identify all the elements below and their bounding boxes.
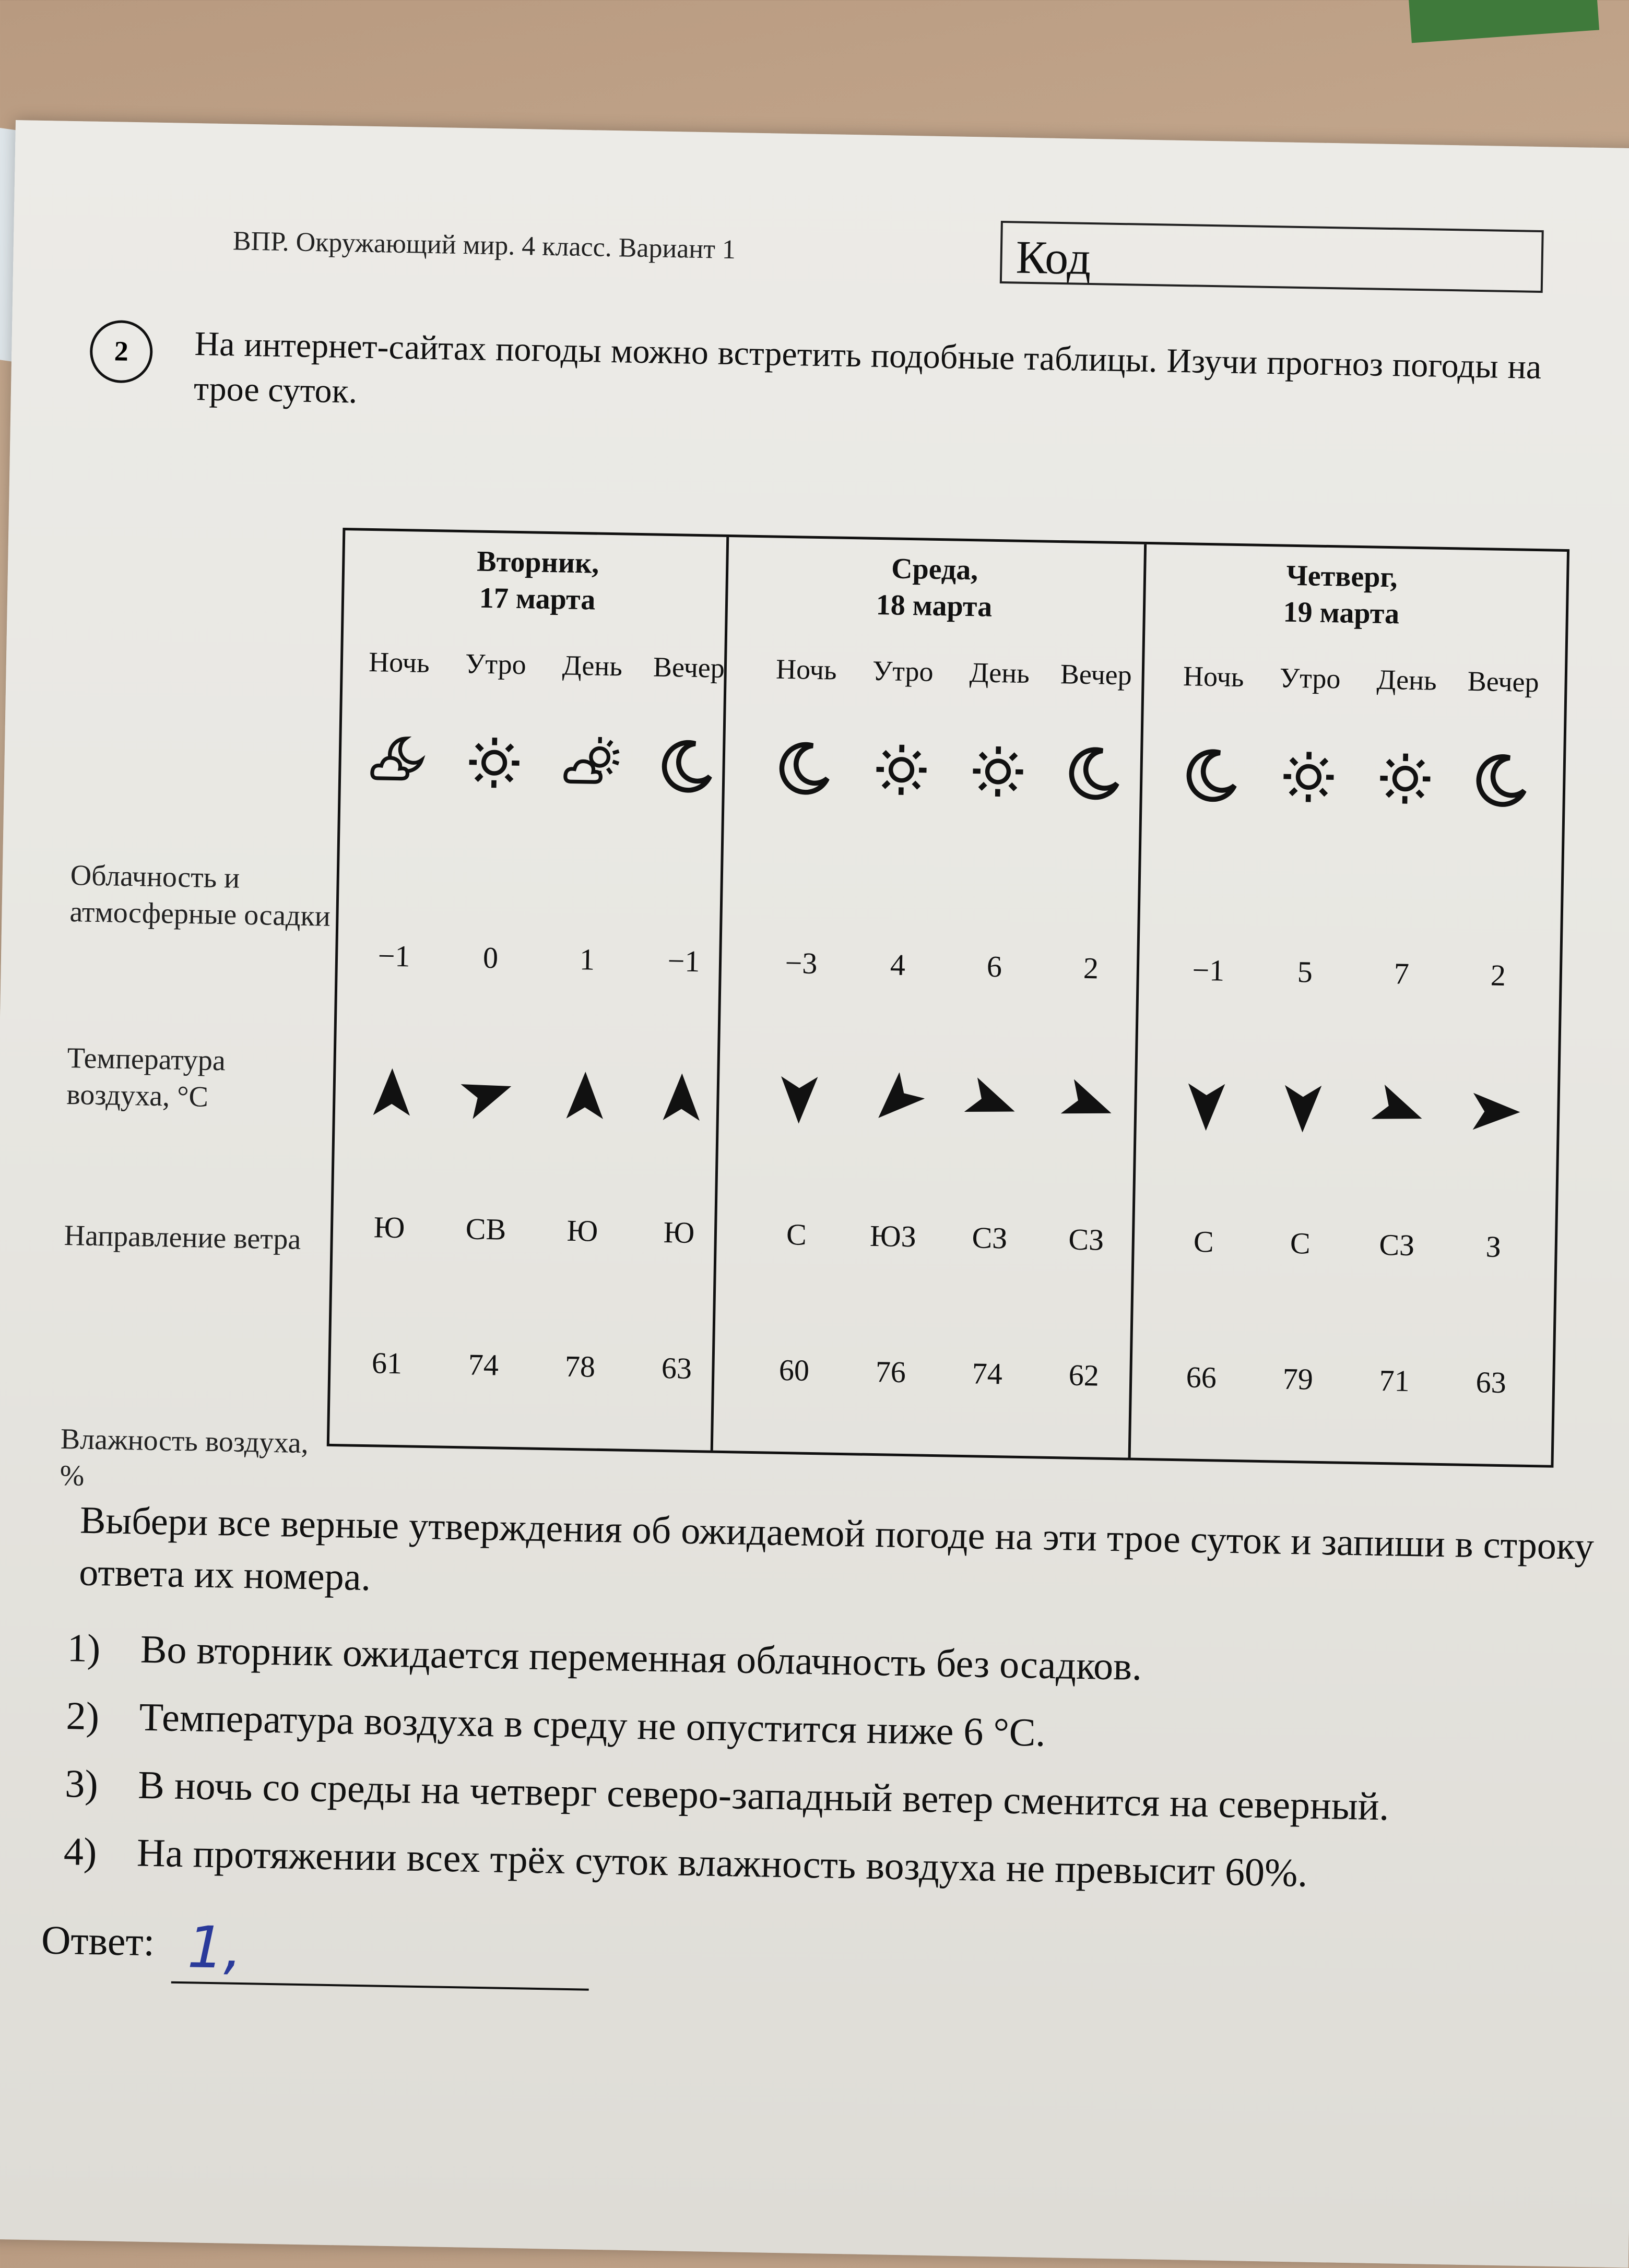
temperature-value: −3: [752, 945, 849, 981]
day-name: Среда,: [741, 548, 1128, 591]
period-label: Ночь: [758, 652, 855, 686]
arrow-up-icon: [343, 1063, 441, 1124]
humidity-value: 74: [939, 1355, 1036, 1392]
arrow-down-icon: [1157, 1077, 1255, 1138]
humidity-value: 63: [628, 1350, 725, 1386]
cloud-moon-icon: [349, 729, 446, 795]
option-number: 1): [67, 1614, 141, 1683]
wind-direction-value: СЗ: [1037, 1221, 1135, 1258]
temperature-value: 4: [849, 946, 946, 983]
sun-icon: [1356, 746, 1454, 813]
option-text: Температура воздуха в среду не опустится ниже 6 °C.: [139, 1683, 1046, 1767]
arrow-down-icon: [1254, 1079, 1351, 1141]
period-label: Утро: [1261, 661, 1359, 695]
moon-icon: [1453, 748, 1550, 815]
humidity-value: 63: [1443, 1364, 1540, 1400]
day-name: Вторник,: [345, 541, 731, 584]
row-label-temperature: Температура воздуха, °C: [66, 1040, 328, 1118]
wind-direction-value: З: [1445, 1228, 1542, 1265]
wind-direction-value: Ю: [534, 1213, 631, 1249]
day-name: Четверг,: [1149, 555, 1536, 598]
humidity-value: 66: [1153, 1359, 1250, 1395]
worksheet-header: ВПР. Окружающий мир. 4 класс. Вариант 1: [233, 225, 736, 265]
options-list: [63, 1614, 1608, 1912]
day-date: 18 марта: [740, 584, 1127, 627]
question-text: Выбери все верные утверждения об ожидаемой погоде на эти трое суток и запиши в строку ответа их номера.: [79, 1494, 1595, 1625]
temperature-value: −1: [635, 943, 733, 979]
period-label: День: [544, 649, 641, 683]
answer-handwritten: 1,: [187, 1914, 243, 1981]
option-text: Во вторник ожидается переменная облачность без осадков.: [140, 1616, 1142, 1701]
worksheet-page: [0, 120, 1629, 2268]
humidity-value: 60: [746, 1352, 843, 1388]
wind-direction-value: СВ: [437, 1210, 534, 1247]
temperature-value: 2: [1042, 950, 1139, 987]
period-label: Вечер: [640, 650, 737, 684]
moon-icon: [1163, 743, 1260, 810]
sun-icon: [949, 739, 1046, 806]
day-header-wednesday: [740, 548, 1128, 627]
temperature-value: 1: [539, 941, 636, 978]
wind-direction-value: Ю: [630, 1214, 727, 1251]
wind-direction-value: С: [1155, 1223, 1252, 1260]
wind-direction-value: С: [748, 1216, 845, 1253]
arrow-up-icon: [632, 1068, 730, 1130]
humidity-value: 62: [1035, 1357, 1132, 1393]
task-number-badge: 2: [89, 320, 153, 384]
code-field[interactable]: [1000, 221, 1544, 293]
moon-icon: [1045, 741, 1143, 808]
task-intro: На интернет-сайтах погоды можно встретить подобные таблицы. Изучи прогноз погоды на трое суток.: [193, 322, 1542, 435]
wind-direction-value: Ю: [341, 1209, 438, 1245]
answer-label: Ответ:: [41, 1916, 155, 1965]
arrow-southeast-icon: [1040, 1075, 1137, 1137]
moon-icon: [638, 734, 736, 801]
period-label: Вечер: [1047, 658, 1144, 692]
period-label: Утро: [447, 647, 544, 681]
day-header-tuesday: [344, 541, 731, 621]
humidity-value: 71: [1346, 1362, 1443, 1399]
period-label: Вечер: [1455, 664, 1552, 698]
option-text: На протяжении всех трёх суток влажность воздуха не превысит 60%.: [136, 1819, 1308, 1907]
temperature-value: −1: [346, 937, 443, 974]
wind-direction-value: С: [1252, 1225, 1349, 1262]
humidity-value: 79: [1249, 1361, 1347, 1397]
day-date: 17 марта: [344, 577, 731, 621]
row-label-clouds: Облачность и атмосферные осадки: [69, 857, 332, 935]
arrow-southeast-icon: [1350, 1080, 1448, 1142]
period-label: День: [1358, 663, 1455, 697]
code-label: Код: [1016, 230, 1092, 285]
temperature-value: 6: [946, 948, 1043, 984]
sun-icon: [1259, 745, 1357, 812]
humidity-value: 74: [435, 1346, 532, 1383]
wind-direction-value: ЮЗ: [844, 1218, 941, 1254]
period-label: День: [951, 656, 1048, 690]
period-label: Ночь: [1165, 660, 1262, 694]
row-label-humidity: Влажность воздуха, %: [60, 1421, 322, 1499]
temperature-value: 2: [1449, 957, 1547, 993]
arrow-down-icon: [750, 1070, 847, 1132]
humidity-value: 76: [842, 1353, 939, 1390]
sun-cloud-icon: [542, 732, 640, 799]
row-label-wind: Направление ветра: [64, 1217, 325, 1258]
arrow-southwest-icon: [846, 1072, 944, 1133]
day-header-thursday: [1148, 555, 1535, 635]
option-text: В ночь со среды на четверг северо-западный ветер сменится на северный.: [137, 1751, 1389, 1841]
arrow-right-icon: [1447, 1082, 1544, 1144]
answer-input-line[interactable]: [171, 1981, 589, 1991]
background-green-folder: [1408, 0, 1599, 43]
option-number: 2): [66, 1682, 140, 1751]
option-number: 4): [63, 1818, 137, 1886]
day-date: 19 марта: [1148, 591, 1534, 635]
wind-direction-value: СЗ: [941, 1219, 1038, 1256]
humidity-value: 61: [338, 1345, 435, 1381]
arrow-southeast-icon: [943, 1073, 1041, 1135]
weather-table: [61, 523, 1590, 1468]
temperature-value: 5: [1256, 954, 1353, 990]
humidity-value: 78: [532, 1348, 629, 1385]
option-number: 3): [64, 1750, 138, 1819]
temperature-value: −1: [1160, 952, 1257, 989]
temperature-value: 7: [1353, 955, 1450, 992]
moon-icon: [756, 736, 853, 803]
wind-direction-value: СЗ: [1348, 1227, 1445, 1263]
sun-icon: [852, 738, 950, 804]
period-label: Утро: [854, 654, 951, 688]
sun-icon: [445, 731, 543, 798]
temperature-value: 0: [442, 940, 539, 976]
arrow-up-icon: [536, 1066, 634, 1128]
weather-grid: [327, 528, 1569, 1468]
period-label: Ночь: [350, 645, 447, 679]
arrow-northeast-icon: [440, 1064, 537, 1126]
